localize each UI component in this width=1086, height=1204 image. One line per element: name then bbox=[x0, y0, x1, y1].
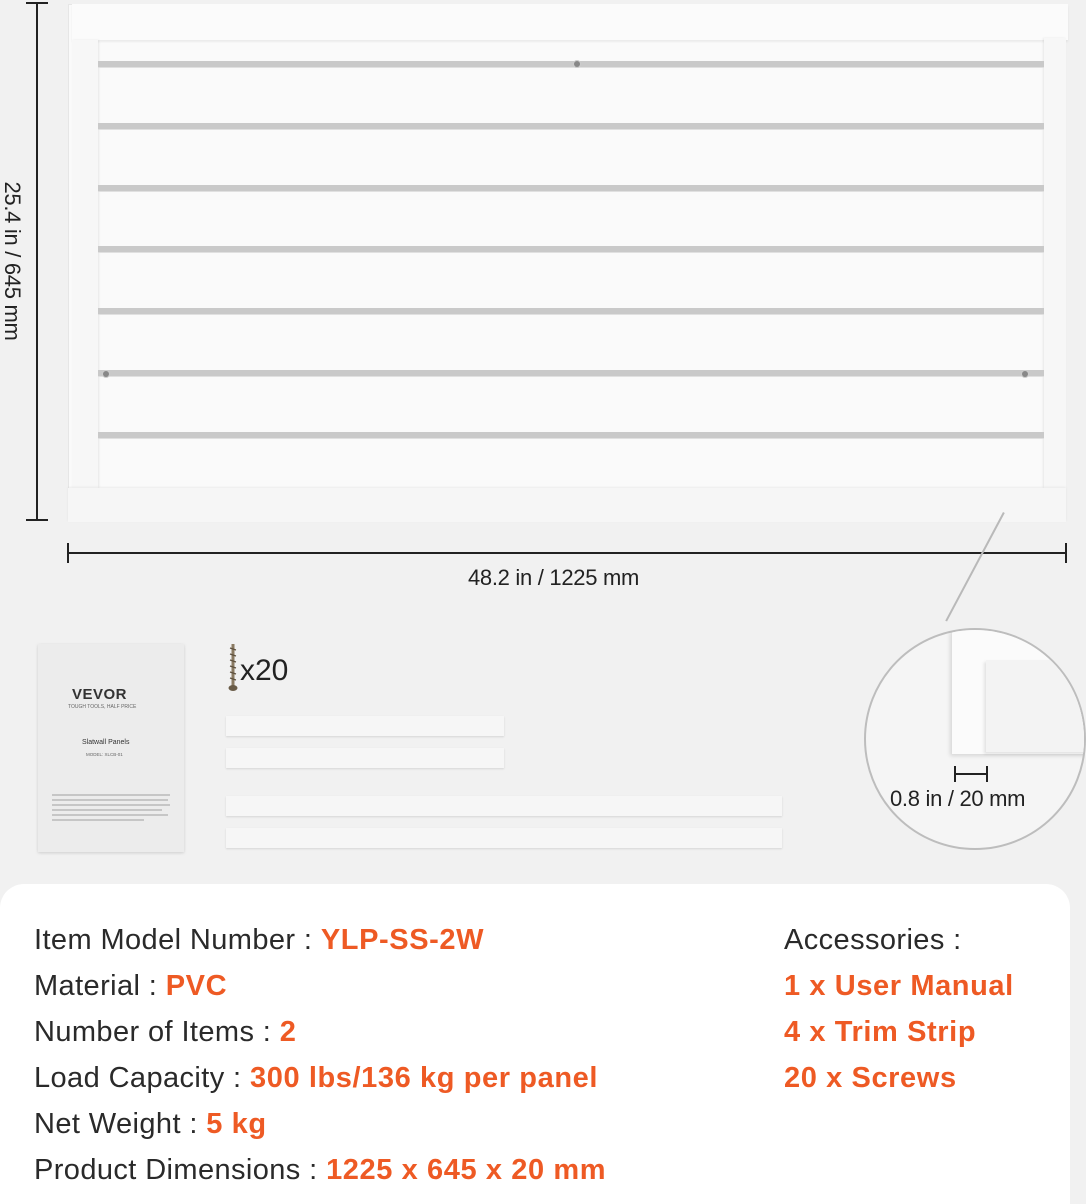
spec-label: Load Capacity : bbox=[34, 1062, 250, 1094]
spec-net-weight bbox=[34, 1108, 267, 1141]
height-dimension-cap-bottom bbox=[26, 519, 48, 521]
spec-product-dimensions bbox=[34, 1154, 606, 1187]
accessory-item: 1 x User Manual bbox=[784, 970, 1014, 1002]
slat-groove bbox=[98, 61, 1044, 67]
specifications-card bbox=[0, 884, 1070, 1204]
panel-frame-top bbox=[72, 4, 1068, 40]
zoom-leader-line bbox=[945, 512, 1005, 622]
trim-strip-short bbox=[226, 716, 504, 736]
slat-groove bbox=[98, 185, 1044, 191]
height-dimension-line bbox=[36, 2, 38, 520]
manual-text-line bbox=[52, 794, 170, 796]
manual-text-line bbox=[52, 809, 162, 811]
user-manual-image bbox=[38, 644, 184, 852]
slat-groove bbox=[98, 308, 1044, 314]
width-dimension-line bbox=[68, 552, 1066, 554]
thickness-dimension-label: 0.8 in / 20 mm bbox=[890, 786, 1026, 811]
slatwall-panel-image bbox=[68, 4, 1066, 522]
slat-groove bbox=[98, 370, 1044, 376]
thickness-dimension-line bbox=[954, 773, 988, 775]
manual-text-line bbox=[52, 819, 144, 821]
spec-label: Number of Items : bbox=[34, 1016, 280, 1048]
spec-label: Product Dimensions : bbox=[34, 1154, 327, 1186]
height-dimension-label: 25.4 in / 645 mm bbox=[0, 181, 25, 341]
spec-label: Net Weight : bbox=[34, 1108, 207, 1140]
accessories-title: Accessories : bbox=[784, 924, 962, 956]
slat-groove bbox=[98, 432, 1044, 438]
spec-value: 300 lbs/136 kg per panel bbox=[249, 1062, 599, 1094]
accessory-item: 20 x Screws bbox=[784, 1062, 957, 1094]
screw-hole-icon bbox=[574, 61, 580, 67]
manual-logo: VEVOR bbox=[72, 686, 128, 703]
height-dimension-cap-top bbox=[26, 2, 48, 4]
spec-load-capacity bbox=[34, 1062, 598, 1095]
spec-value: 1225 x 645 x 20 mm bbox=[326, 1154, 607, 1186]
panel-frame-bottom bbox=[68, 488, 1066, 522]
spec-value: 2 bbox=[279, 1016, 297, 1048]
spec-number-of-items bbox=[34, 1016, 296, 1049]
panel-frame-right bbox=[1044, 38, 1066, 488]
accessory-item: 4 x Trim Strip bbox=[784, 1016, 977, 1048]
trim-strip-short bbox=[226, 748, 504, 768]
screw-icon bbox=[228, 644, 238, 692]
manual-text-line bbox=[52, 804, 170, 806]
manual-tagline: TOUGH TOOLS, HALF PRICE bbox=[68, 704, 137, 710]
spec-label: Material : bbox=[34, 970, 166, 1002]
slat-groove bbox=[98, 123, 1044, 129]
spec-material bbox=[34, 970, 227, 1003]
slat-groove bbox=[98, 246, 1044, 252]
spec-value: 5 kg bbox=[206, 1108, 267, 1140]
width-dimension-cap-left bbox=[67, 543, 69, 563]
spec-model-number bbox=[34, 924, 484, 957]
manual-model: MODEL: XLCB-01 bbox=[86, 752, 123, 757]
width-dimension-label: 48.2 in / 1225 mm bbox=[468, 565, 639, 590]
spec-label: Item Model Number : bbox=[34, 924, 321, 956]
manual-text-line bbox=[52, 814, 168, 816]
manual-title: Slatwall Panels bbox=[82, 739, 130, 746]
width-dimension-cap-right bbox=[1065, 543, 1067, 563]
panel-frame-left bbox=[72, 40, 98, 488]
spec-value: YLP-SS-2W bbox=[320, 924, 485, 956]
screw-hole-icon bbox=[1022, 371, 1028, 377]
trim-strip-long bbox=[226, 828, 782, 848]
screw-hole-icon bbox=[103, 371, 109, 377]
trim-strip-long bbox=[226, 796, 782, 816]
thickness-zoom-detail bbox=[864, 628, 1086, 850]
screw-count-label: x20 bbox=[240, 654, 289, 687]
spec-value: PVC bbox=[165, 970, 228, 1002]
panel-edge-detail bbox=[986, 660, 1086, 752]
manual-text-line bbox=[52, 799, 168, 801]
